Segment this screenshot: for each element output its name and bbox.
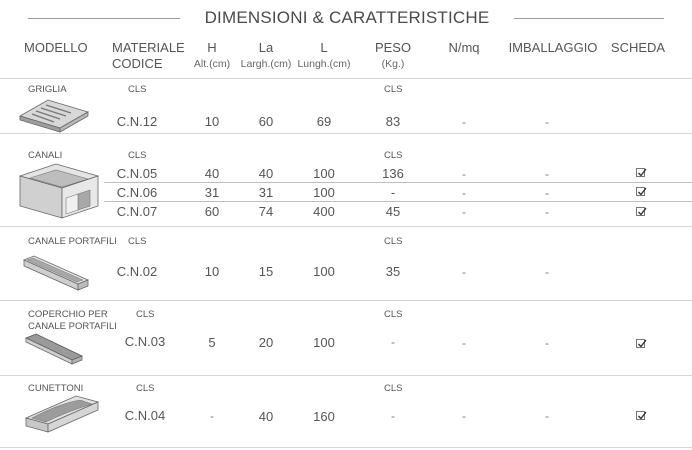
row-divider: [0, 375, 692, 376]
cell-l: 100: [313, 335, 335, 350]
material-label: CLS: [136, 309, 155, 320]
cell-imballaggio: -: [545, 265, 549, 279]
row-divider: [0, 226, 692, 227]
cell-nmq: -: [462, 409, 466, 423]
cell-h: 31: [204, 185, 220, 200]
u-channel-icon: [16, 162, 102, 220]
cell-h: 40: [204, 166, 220, 181]
cell-h: 5: [208, 335, 216, 350]
material-label: CLS: [136, 383, 155, 394]
group-name: CANALI: [28, 150, 63, 161]
cell-imballaggio: -: [545, 115, 549, 129]
cell-l: 400: [313, 204, 335, 219]
cell-la: 40: [258, 409, 274, 424]
row-divider: [0, 78, 692, 79]
header-la: [238, 40, 294, 72]
header-codice: CODICE: [112, 56, 163, 71]
group-name: [28, 309, 117, 333]
material-label: CLS: [128, 236, 147, 247]
cell-h: -: [210, 409, 214, 423]
header-l: [296, 40, 352, 72]
cell-peso: -: [391, 335, 395, 349]
row-divider: [0, 133, 692, 134]
title-rule-right: [514, 18, 664, 19]
header-peso-unit: (Kg.): [381, 58, 405, 70]
page-title: DIMENSIONI & CARATTERISTICHE: [204, 8, 490, 27]
group-name: CUNETTONI: [28, 383, 84, 394]
cell-imballaggio: -: [545, 167, 549, 181]
cell-nmq: -: [462, 265, 466, 279]
gutter-icon: [22, 394, 100, 434]
cell-peso: 83: [385, 114, 401, 129]
cell-h: 60: [204, 204, 220, 219]
cell-l: 160: [313, 409, 335, 424]
cell-l: 100: [313, 166, 335, 181]
cable-channel-icon: [20, 250, 90, 294]
cell-peso: 45: [385, 204, 401, 219]
header-materiale-codice: [112, 40, 185, 72]
peso-material-label: CLS: [384, 309, 403, 320]
scheda-checkbox[interactable]: [636, 187, 645, 196]
scheda-checkbox[interactable]: [636, 339, 645, 348]
cell-nmq: -: [462, 186, 466, 200]
cell-imballaggio: -: [545, 336, 549, 350]
peso-material-label: CLS: [384, 236, 403, 247]
cell-l: 100: [313, 264, 335, 279]
header-peso-label: PESO: [374, 40, 412, 55]
cell-nmq: -: [462, 336, 466, 350]
group-name: GRIGLIA: [28, 84, 67, 95]
title-rule-left: [28, 18, 180, 19]
header-nmq: N/mq: [448, 40, 480, 55]
cell-h: 10: [204, 114, 220, 129]
cell-h: 10: [204, 264, 220, 279]
header-peso: [370, 40, 416, 72]
cell-nmq: -: [462, 115, 466, 129]
header-h-label: H: [207, 40, 217, 55]
header-h-unit: Alt.(cm): [193, 58, 231, 70]
cell-nmq: -: [462, 205, 466, 219]
cell-code: C.N.03: [124, 334, 166, 349]
cell-peso: -: [391, 409, 395, 423]
header-h: [192, 40, 232, 72]
material-label: CLS: [128, 84, 147, 95]
row-divider: [0, 300, 692, 301]
cell-imballaggio: -: [545, 205, 549, 219]
channel-cover-icon: [24, 332, 84, 366]
cell-l: 69: [316, 114, 332, 129]
cell-code: C.N.04: [124, 408, 166, 423]
group-name-line1: COPERCHIO PER: [28, 309, 108, 320]
cell-la: 15: [258, 264, 274, 279]
row-divider: [0, 447, 692, 448]
header-imballaggio: IMBALLAGGIO: [508, 40, 598, 55]
header-la-label: La: [258, 40, 274, 55]
grid-slab-icon: [18, 94, 90, 134]
cell-code: C.N.12: [116, 114, 158, 129]
cell-nmq: -: [462, 167, 466, 181]
header-modello: MODELLO: [24, 40, 88, 55]
cell-la: 40: [258, 166, 274, 181]
peso-material-label: CLS: [384, 383, 403, 394]
cell-la: 74: [258, 204, 274, 219]
header-l-label: L: [320, 40, 328, 55]
sub-row-divider: [104, 201, 692, 202]
cell-imballaggio: -: [545, 186, 549, 200]
cell-peso: 35: [385, 264, 401, 279]
peso-material-label: CLS: [384, 150, 403, 161]
cell-code: C.N.02: [116, 264, 158, 279]
header-scheda: SCHEDA: [610, 40, 666, 55]
cell-code: C.N.07: [116, 204, 158, 219]
cell-code: C.N.06: [116, 185, 158, 200]
header-materiale: MATERIALE: [112, 40, 185, 55]
cell-peso: -: [390, 185, 396, 200]
header-l-unit: Lungh.(cm): [297, 58, 351, 70]
cell-la: 31: [258, 185, 274, 200]
scheda-checkbox[interactable]: [636, 168, 645, 177]
header-la-unit: Largh.(cm): [240, 58, 292, 70]
scheda-checkbox[interactable]: [636, 411, 645, 420]
group-name-line2: CANALE PORTAFILI: [28, 321, 117, 332]
group-name: CANALE PORTAFILI: [28, 236, 117, 247]
peso-material-label: CLS: [384, 84, 403, 95]
cell-imballaggio: -: [545, 409, 549, 423]
scheda-checkbox[interactable]: [636, 207, 645, 216]
cell-l: 100: [313, 185, 335, 200]
cell-la: 60: [258, 114, 274, 129]
cell-peso: 136: [382, 166, 404, 181]
cell-code: C.N.05: [116, 166, 158, 181]
sub-row-divider: [104, 182, 692, 183]
cell-la: 20: [258, 335, 274, 350]
material-label: CLS: [128, 150, 147, 161]
